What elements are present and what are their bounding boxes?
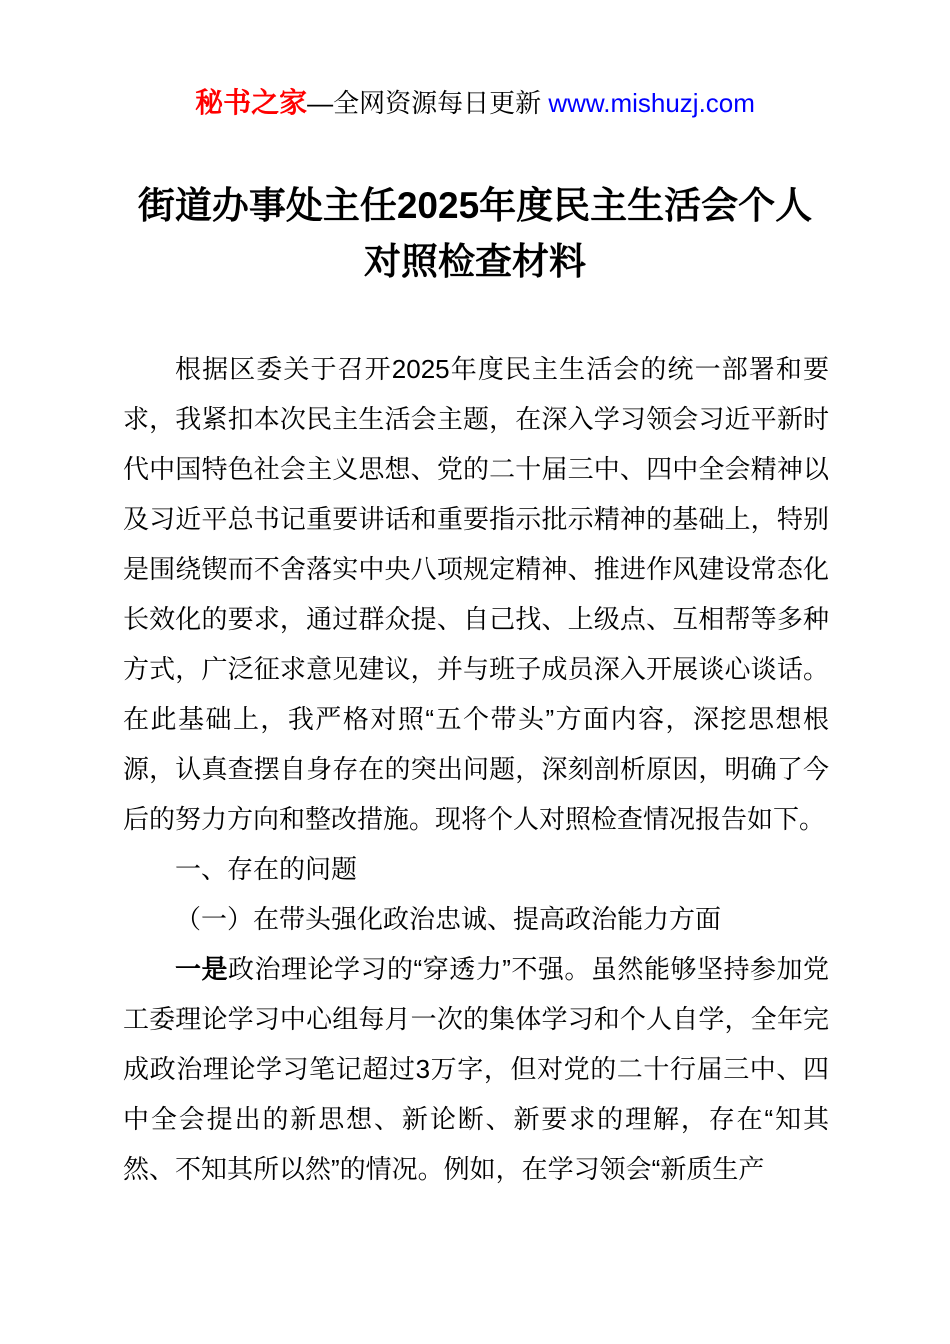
issue-1-text: 政治理论学习的“穿透力”不强。虽然能够坚持参加党工委理论学习中心组每月一次的集体学习和个人自学，全年完成政治理论学习笔记超过3万字，但对党的二十行届三中、四中全会提出的新思想、新论断、新要求的理解，存在“知其然、不知其所以然”的情况。例如，在学习领会“新质生产	[123, 954, 829, 1184]
document-title-line-2: 对照检查材料	[364, 241, 586, 282]
tagline-text: —全网资源每日更新	[307, 88, 549, 118]
document-title	[0, 178, 950, 290]
section-1-heading: 一、存在的问题	[175, 854, 358, 884]
issue-1-paragraph	[123, 944, 829, 1194]
brand-text: 秘书之家	[195, 87, 308, 118]
issue-1-lead: 一是	[175, 954, 229, 984]
document-header	[0, 0, 950, 120]
document-body	[123, 344, 829, 1194]
intro-paragraph: 根据区委关于召开2025年度民主生活会的统一部署和要求，我紧扣本次民主生活会主题，在深入学习领会习近平新时代中国特色社会主义思想、党的二十届三中、四中全会精神以及习近平总书记重要讲话和重要指示批示精神的基础上，特别是围绕锲而不舍落实中央八项规定精神、推进作风建设常态化长效化的要求，通过群众提、自己找、上级点、互相帮等多种方式，广泛征求意见建议，并与班子成员深入开展谈心谈话。在此基础上，我严格对照“五个带头”方面内容，深挖思想根源，认真查摆自身存在的突出问题，深刻剖析原因，明确了今后的努力方向和整改措施。现将个人对照检查情况报告如下。	[123, 354, 829, 834]
document-title-line-1: 街道办事处主任2025年度民主生活会个人	[137, 185, 813, 226]
subsection-1-heading: （一）在带头强化政治忠诚、提高政治能力方面	[175, 904, 722, 934]
site-url-text: www.mishuzj.com	[548, 88, 755, 118]
